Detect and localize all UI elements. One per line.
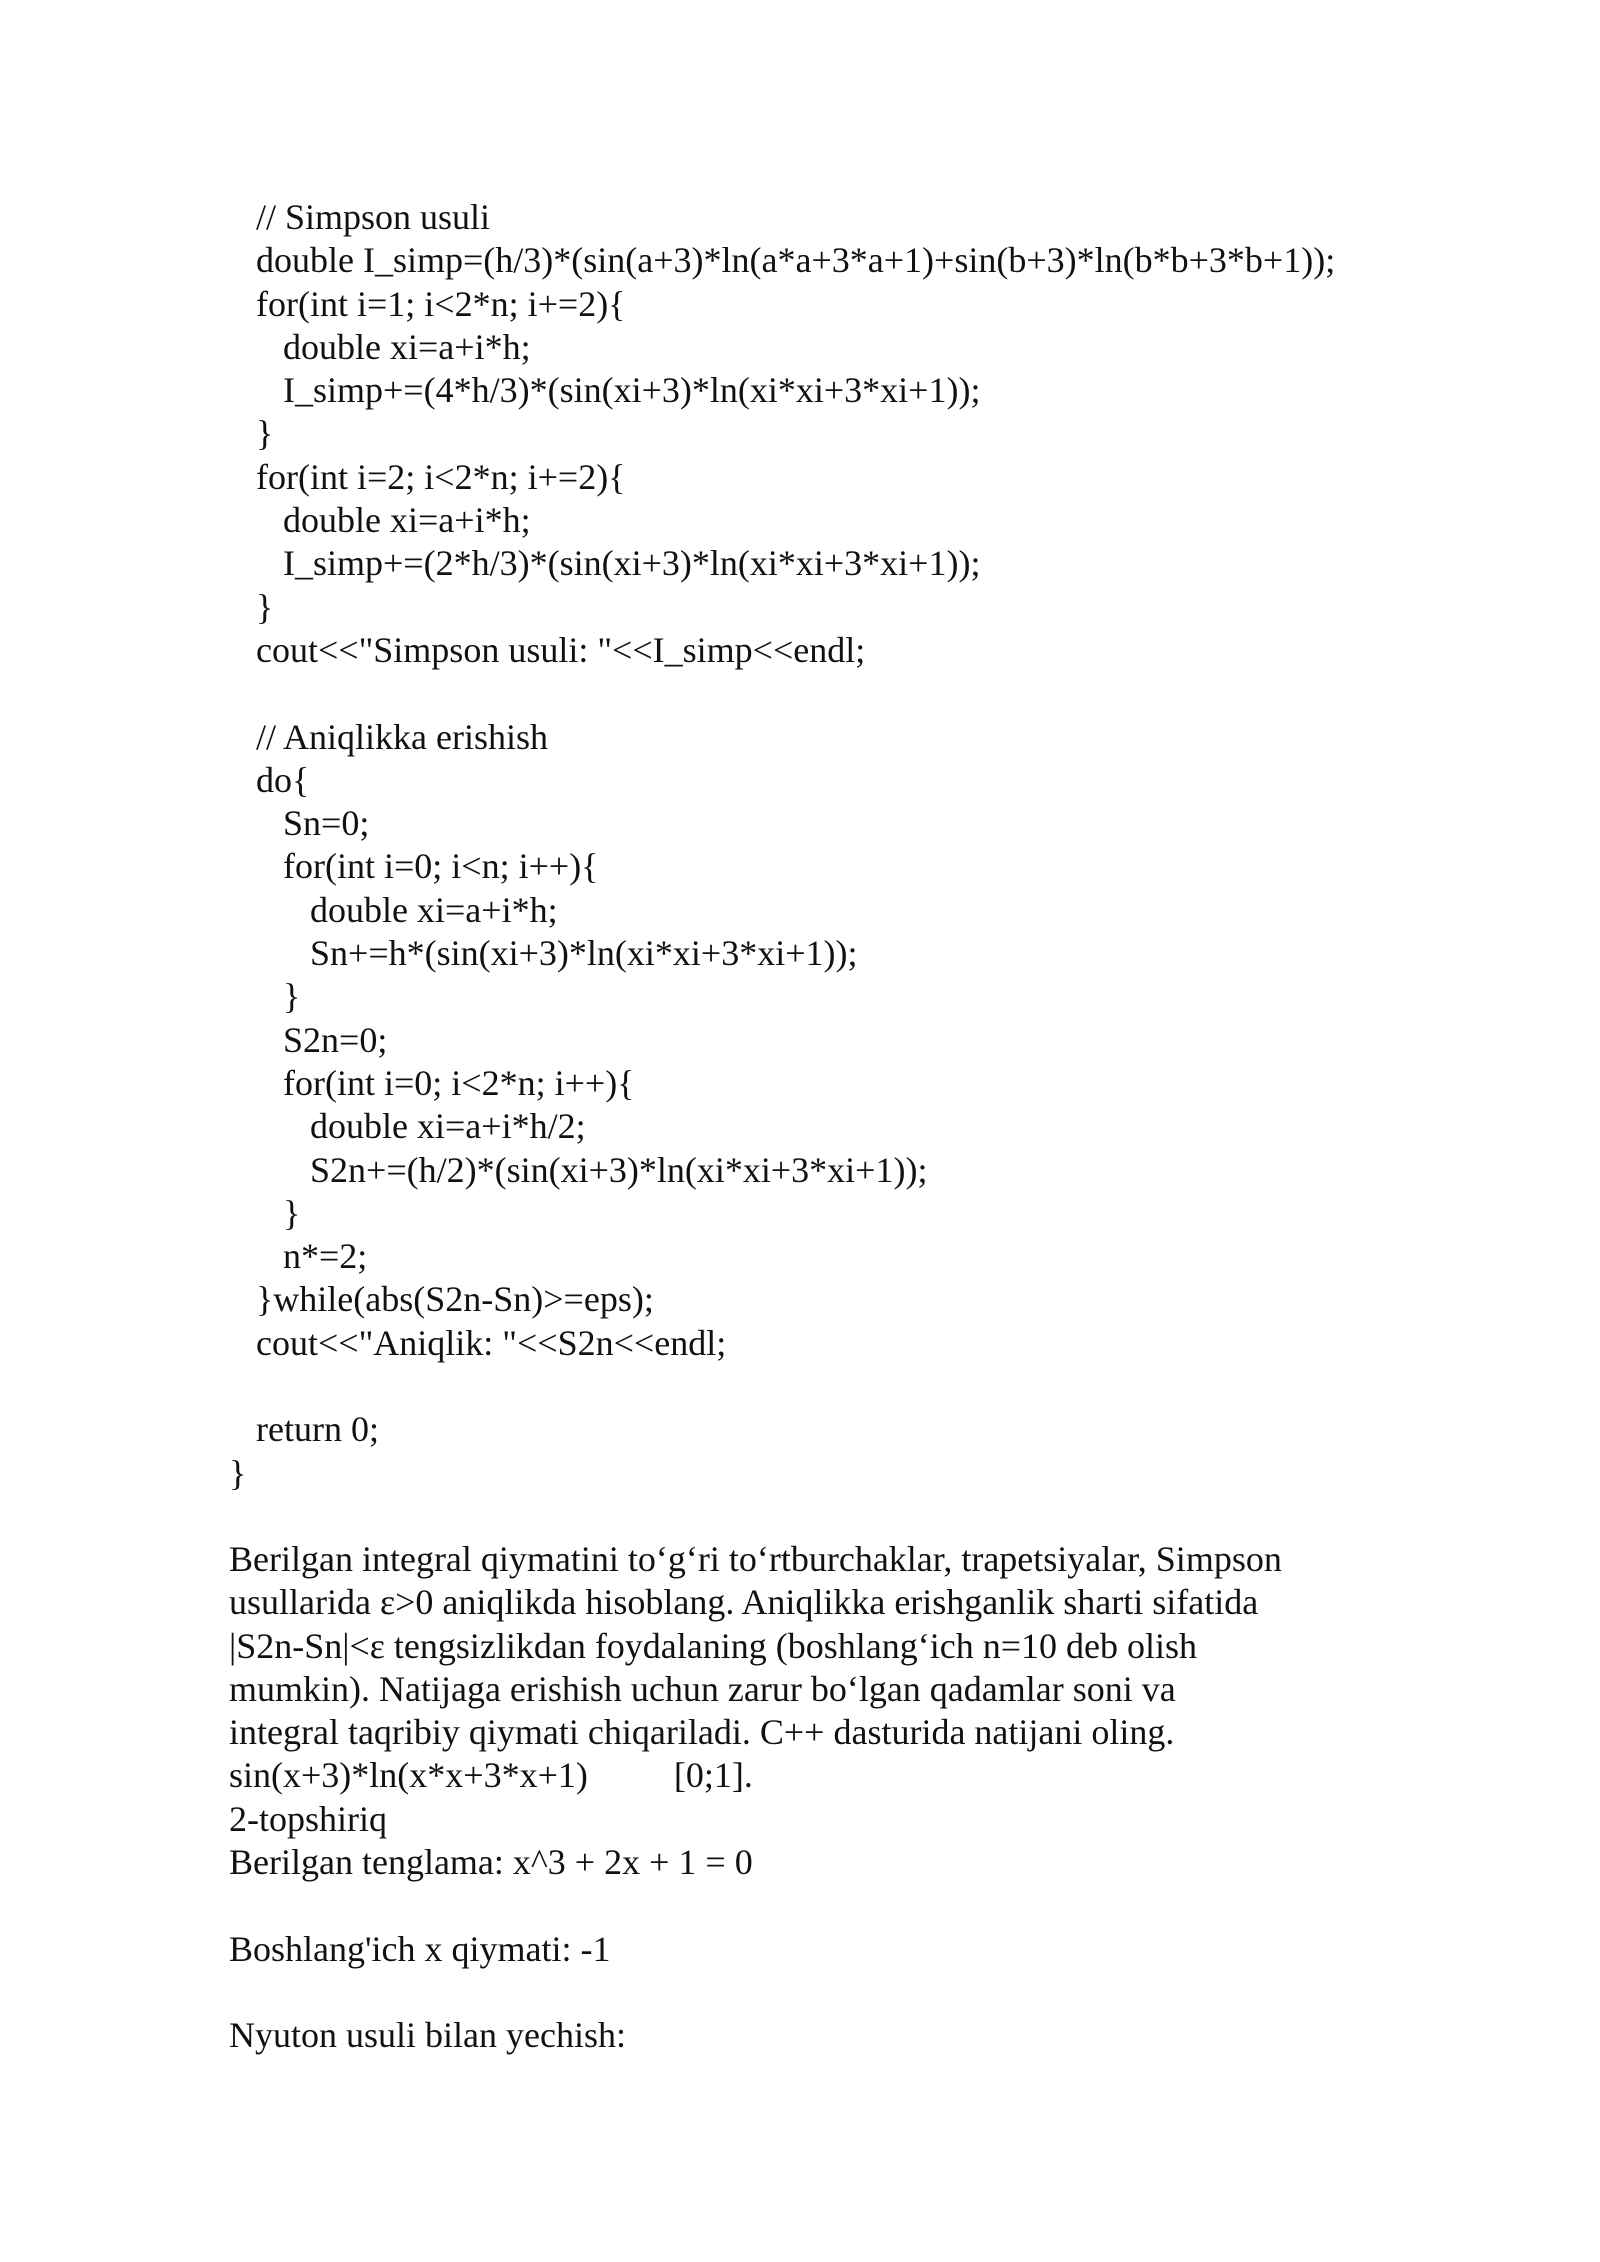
code-line: // Simpson usuli bbox=[229, 197, 491, 237]
function-expression: sin(x+3)*ln(x*x+3*x+1) bbox=[229, 1755, 588, 1796]
task-text-line: mumkin). Natijaga erishish uchun zarur bo‘lgan qadamlar soni va bbox=[229, 1668, 1176, 1709]
code-line: n*=2; bbox=[229, 1236, 368, 1277]
code-line: S2n+=(h/2)*(sin(xi+3)*ln(xi*xi+3*xi+1)); bbox=[229, 1149, 928, 1190]
task-text-line: Berilgan integral qiymatini to‘g‘ri to‘rtburchaklar, trapetsiyalar, Simpson bbox=[229, 1539, 1282, 1579]
code-line: double xi=a+i*h/2; bbox=[229, 1106, 586, 1147]
task-description bbox=[229, 1538, 1429, 2058]
code-line: Sn=0; bbox=[229, 803, 370, 844]
code-line bbox=[229, 672, 1529, 715]
task2-method: Nyuton usuli bilan yechish: bbox=[229, 2015, 626, 2056]
code-line: double xi=a+i*h; bbox=[229, 500, 531, 541]
code-line: I_simp+=(2*h/3)*(sin(xi+3)*ln(xi*xi+3*xi+1)); bbox=[229, 543, 981, 584]
code-line: } bbox=[229, 586, 274, 627]
code-line: double xi=a+i*h; bbox=[229, 889, 558, 930]
code-line bbox=[229, 1365, 1529, 1408]
code-line: } bbox=[229, 1452, 247, 1493]
code-line: double xi=a+i*h; bbox=[229, 326, 531, 367]
task2-equation: Berilgan tenglama: x^3 + 2x + 1 = 0 bbox=[229, 1842, 753, 1883]
code-line: } bbox=[229, 976, 301, 1017]
code-line: } bbox=[229, 413, 274, 454]
code-line: cout<<"Aniqlik: "<<S2n<<endl; bbox=[229, 1322, 727, 1363]
code-line: Sn+=h*(sin(xi+3)*ln(xi*xi+3*xi+1)); bbox=[229, 933, 858, 974]
task2-initial-value: Boshlang'ich x qiymati: -1 bbox=[229, 1928, 611, 1969]
code-line: for(int i=0; i<2*n; i++){ bbox=[229, 1062, 635, 1103]
code-line: return 0; bbox=[229, 1409, 379, 1450]
blank-line bbox=[229, 1971, 1429, 2014]
blank-line bbox=[229, 1884, 1429, 1927]
code-line: cout<<"Simpson usuli: "<<I_simp<<endl; bbox=[229, 629, 866, 670]
task-text-line: |S2n-Sn|<ε tengsizlikdan foydalaning (boshlang‘ich n=10 deb olish bbox=[229, 1625, 1198, 1666]
code-line: I_simp+=(4*h/3)*(sin(xi+3)*ln(xi*xi+3*xi+1)); bbox=[229, 370, 981, 411]
code-line: S2n=0; bbox=[229, 1019, 388, 1060]
task2-heading: 2-topshiriq bbox=[229, 1798, 387, 1839]
code-line: for(int i=1; i<2*n; i+=2){ bbox=[229, 283, 626, 324]
task-text-line: usullarida ε>0 aniqlikda hisoblang. Aniqlikka erishganlik sharti sifatida bbox=[229, 1582, 1259, 1623]
code-line: do{ bbox=[229, 759, 310, 800]
code-line: }while(abs(S2n-Sn)>=eps); bbox=[229, 1279, 654, 1320]
code-listing bbox=[229, 196, 1529, 1495]
code-line: } bbox=[229, 1192, 301, 1233]
task-text-line: integral taqribiy qiymati chiqariladi. C++ dasturida natijani oling. bbox=[229, 1712, 1175, 1753]
code-line: // Aniqlikka erishish bbox=[229, 716, 548, 757]
code-line: for(int i=2; i<2*n; i+=2){ bbox=[229, 456, 626, 497]
function-interval: [0;1]. bbox=[673, 1755, 753, 1796]
code-line: for(int i=0; i<n; i++){ bbox=[229, 846, 599, 887]
code-line: double I_simp=(h/3)*(sin(a+3)*ln(a*a+3*a+1)+sin(b+3)*ln(b*b+3*b+1)); bbox=[229, 240, 1336, 281]
function-line bbox=[229, 1754, 1429, 1797]
